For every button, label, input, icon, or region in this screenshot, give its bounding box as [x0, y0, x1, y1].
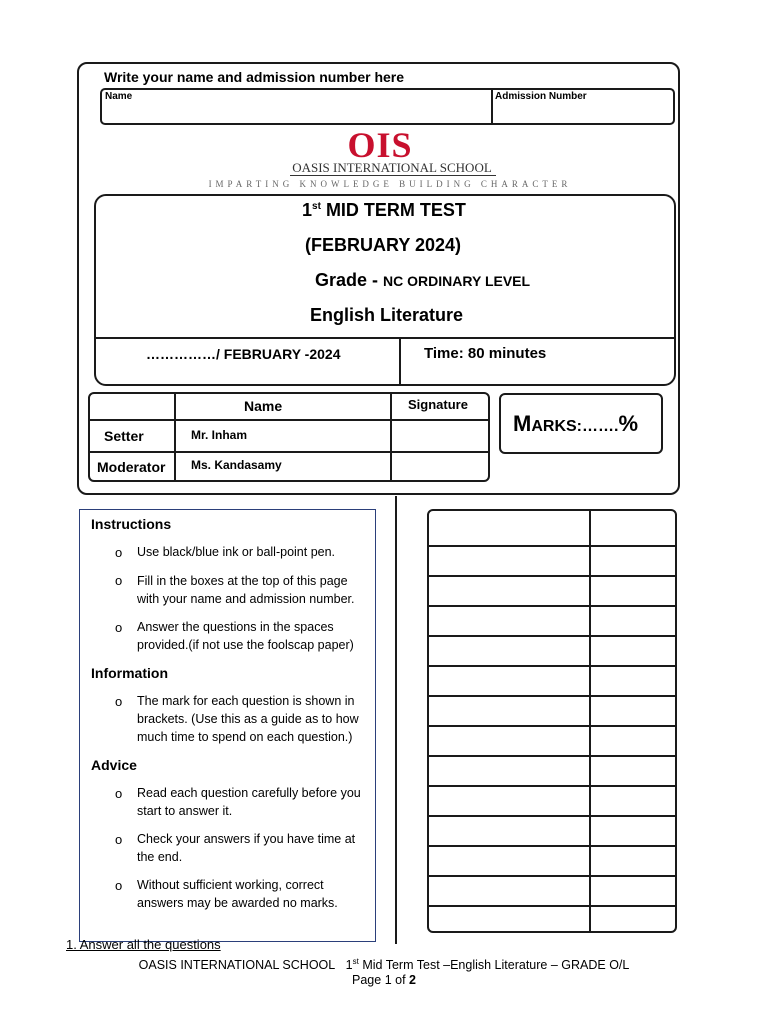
- grid-row-line: [429, 875, 675, 877]
- staff-row-line-2: [90, 451, 488, 453]
- grid-row-line: [429, 815, 675, 817]
- information-heading: Information: [91, 665, 168, 681]
- grade-level: NC ORDINARY LEVEL: [383, 273, 531, 289]
- marks-grid: [427, 509, 677, 933]
- name-box-divider: [491, 90, 493, 123]
- staff-col-line-2: [390, 394, 392, 480]
- name-admission-box: [100, 88, 675, 125]
- test-name-text: MID TERM TEST: [325, 200, 466, 220]
- footer-ordinal: 1: [345, 958, 353, 973]
- test-date: ……………/ FEBRUARY -2024: [146, 346, 341, 362]
- grid-row-line: [429, 635, 675, 637]
- staff-col-line-1: [174, 394, 176, 480]
- footer-test-name: Mid Term Test –English Literature – GRADE O/L: [362, 958, 630, 973]
- subject-title: English Literature: [310, 305, 464, 325]
- test-ordinal: 1: [302, 200, 313, 220]
- bullet-marker: o: [115, 878, 123, 893]
- title-box-divider: [96, 337, 674, 339]
- instruction-item: Use black/blue ink or ball-point pen.: [137, 545, 336, 559]
- test-duration: Time: 80 minutes: [424, 345, 547, 362]
- center-divider: [395, 496, 397, 944]
- instruction-item: Answer the questions in the spaces provided.(if not use the foolscap paper): [137, 620, 354, 652]
- grid-row-line: [429, 785, 675, 787]
- advice-item: Read each question carefully before you start to answer it.: [137, 786, 361, 818]
- footer-ordinal-suffix: st: [352, 957, 359, 966]
- write-name-instruction: Write your name and admission number here: [104, 69, 405, 85]
- grid-row-line: [429, 695, 675, 697]
- setter-label: Setter: [104, 428, 144, 444]
- information-item: The mark for each question is shown in brackets. (Use this as a guide as to how much time to spend on each question.): [137, 694, 359, 744]
- staff-signature-header: Signature: [408, 397, 468, 412]
- grid-row-line: [429, 905, 675, 907]
- admission-field-label: Admission Number: [495, 91, 587, 102]
- marks-rest: ARKS:…….: [531, 418, 619, 435]
- grid-column-divider: [589, 511, 591, 931]
- marks-box: [499, 393, 663, 454]
- advice-heading: Advice: [91, 757, 137, 773]
- instructions-panel: [79, 509, 376, 942]
- moderator-name: Ms. Kandasamy: [191, 458, 282, 472]
- school-logo-name: OASIS INTERNATIONAL SCHOOL: [292, 160, 492, 175]
- advice-item: Check your answers if you have time at the end.: [137, 832, 356, 864]
- page-of: of: [391, 973, 410, 987]
- staff-row-line-1: [90, 419, 488, 421]
- grade-line: [315, 270, 530, 291]
- school-logo-text: OIS: [347, 125, 413, 165]
- answer-all-instruction: 1. Answer all the questions: [66, 937, 221, 952]
- test-ordinal-suffix: st: [312, 201, 321, 212]
- bullet-marker: o: [115, 545, 123, 560]
- page-total: 2: [409, 973, 416, 987]
- marks-percent: %: [618, 411, 638, 436]
- logo-rule: [290, 175, 496, 176]
- school-motto: IMPARTING KNOWLEDGE BUILDING CHARACTER: [208, 179, 572, 188]
- page-prefix: Page: [352, 973, 385, 987]
- bullet-marker: o: [115, 832, 123, 847]
- test-period: (FEBRUARY 2024): [305, 235, 462, 255]
- name-field-label: Name: [105, 91, 133, 102]
- marks-label: [513, 411, 638, 437]
- grid-row-line: [429, 575, 675, 577]
- bullet-marker: o: [115, 573, 123, 588]
- grid-row-line: [429, 845, 675, 847]
- grid-row-line: [429, 725, 675, 727]
- instructions-heading: Instructions: [91, 516, 172, 532]
- page-number: [0, 973, 768, 987]
- bullet-marker: o: [115, 694, 123, 709]
- grid-row-line: [429, 755, 675, 757]
- setter-name: Mr. Inham: [191, 428, 248, 442]
- page-current: 1: [384, 973, 392, 987]
- bullet-marker: o: [115, 620, 123, 635]
- bullet-marker: o: [115, 786, 123, 801]
- grid-row-line: [429, 545, 675, 547]
- footer-school: OASIS INTERNATIONAL SCHOOL: [138, 958, 336, 973]
- staff-name-header: Name: [244, 398, 283, 414]
- moderator-label: Moderator: [97, 459, 166, 475]
- instruction-item: Fill in the boxes at the top of this page with your name and admission number.: [137, 574, 355, 606]
- test-name: [302, 200, 466, 221]
- date-time-divider: [399, 339, 401, 384]
- page-footer: [0, 957, 768, 972]
- grade-prefix: Grade -: [315, 270, 379, 290]
- grid-row-line: [429, 665, 675, 667]
- grid-row-line: [429, 605, 675, 607]
- marks-initial: M: [513, 411, 532, 436]
- advice-item: Without sufficient working, correct answers may be awarded no marks.: [137, 878, 338, 910]
